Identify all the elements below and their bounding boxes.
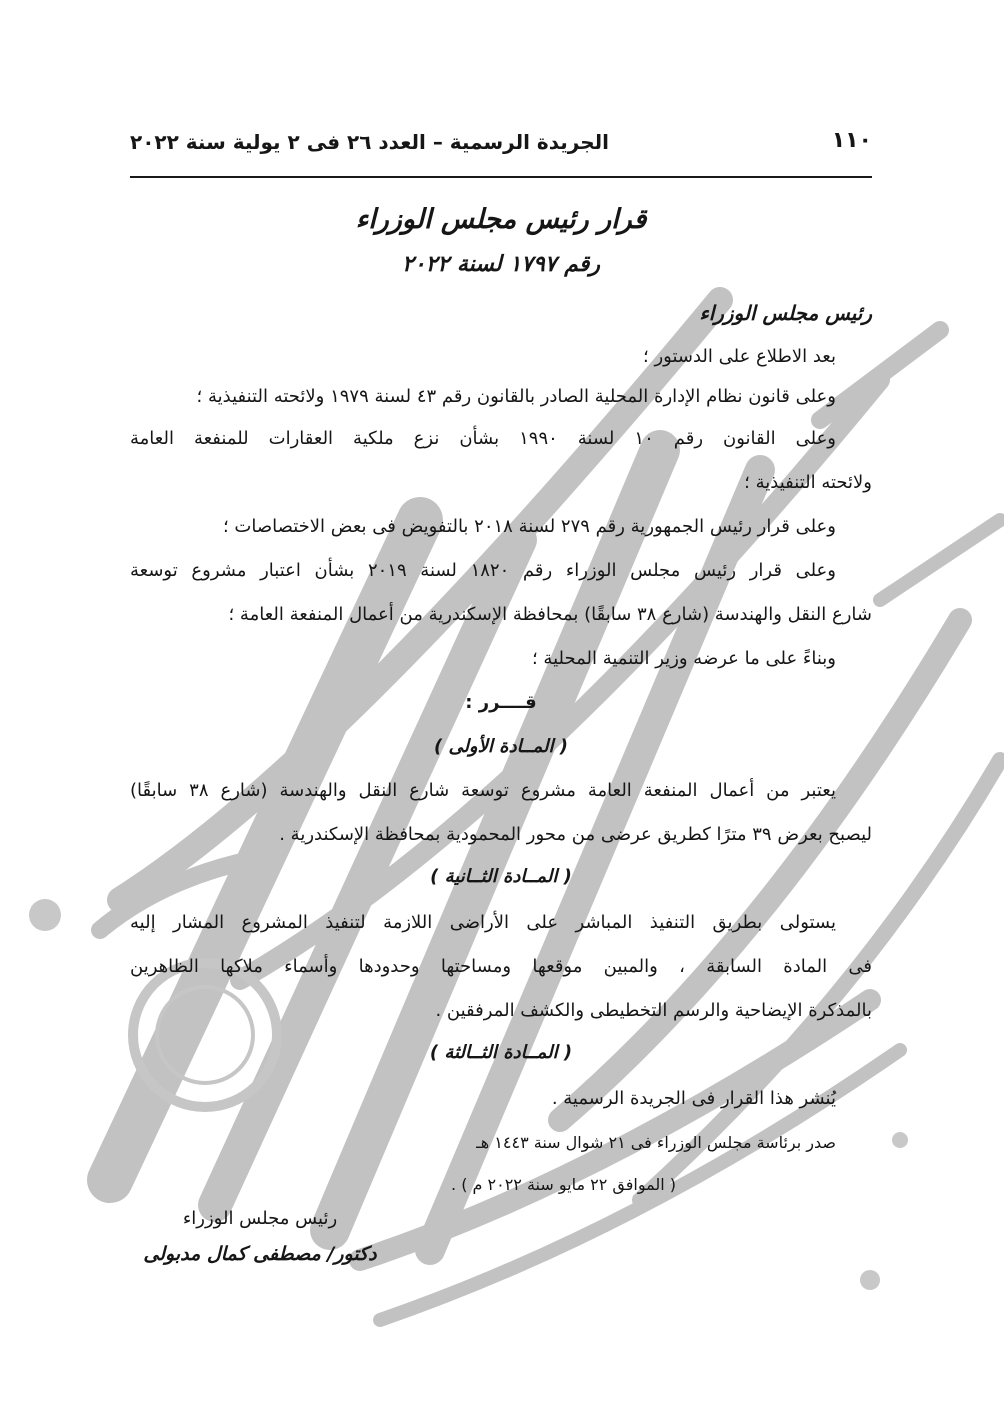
article-heading: ( المــادة الثــانية )	[430, 866, 572, 887]
issuer-heading: رئيس مجلس الوزراء	[699, 301, 872, 325]
article-text: يعتبر من أعمال المنفعة العامة مشروع توسعة شارع النقل والهندسة (شارع ٣٨ سابقًا)	[130, 780, 836, 801]
article-text: يستولى بطريق التنفيذ المباشر على الأراضى اللازمة لتنفيذ المشروع المشار إليه	[130, 912, 836, 933]
gazette-header: الجريدة الرسمية – العدد ٢٦ فى ٢ يولية سنة ٢٠٢٢	[130, 130, 610, 154]
issued-date-line: ( الموافق ٢٢ مايو سنة ٢٠٢٢ م ) .	[451, 1175, 676, 1194]
article-heading: ( المــادة الثــالثة )	[429, 1042, 573, 1063]
decided-heading: قــــرر :	[465, 692, 537, 713]
header-divider	[130, 176, 872, 178]
article-heading: ( المــادة الأولى )	[433, 736, 569, 757]
signature-block	[130, 1208, 390, 1265]
signature-title: رئيس مجلس الوزراء	[182, 1208, 338, 1229]
preamble-line: ولائحته التنفيذية ؛	[744, 472, 872, 493]
article-text: يُنشر هذا القرار فى الجريدة الرسمية .	[551, 1088, 836, 1109]
preamble-line: وبناءً على ما عرضه وزير التنمية المحلية ؛	[531, 648, 836, 669]
decree-number: رقم ١٧٩٧ لسنة ٢٠٢٢	[401, 252, 601, 277]
signature-name: دكتور/ مصطفى كمال مدبولى	[143, 1243, 377, 1265]
article-text: ليصبح بعرض ٣٩ مترًا كطريق عرضى من محور المحمودية بمحافظة الإسكندرية .	[279, 824, 872, 845]
preamble-line: شارع النقل والهندسة (شارع ٣٨ سابقًا) بمحافظة الإسكندرية من أعمال المنفعة العامة ؛	[228, 604, 872, 625]
page-number: ١١٠	[831, 128, 872, 153]
issued-date-line: صدر برئاسة مجلس الوزراء فى ٢١ شوال سنة ١٤٤٣ هـ	[476, 1133, 836, 1152]
decree-title: قرار رئيس مجلس الوزراء	[355, 204, 647, 235]
page-header	[130, 128, 872, 164]
article-text: فى المادة السابقة ، والمبين موقعها ومساحتها وحدودها وأسماء ملاكها الظاهرين	[130, 956, 872, 977]
preamble-line: وعلى القانون رقم ١٠ لسنة ١٩٩٠ بشأن نزع ملكية العقارات للمنفعة العامة	[130, 428, 837, 449]
preamble-line: وعلى قرار رئيس مجلس الوزراء رقم ١٨٢٠ لسنة ٢٠١٩ بشأن اعتبار مشروع توسعة	[130, 560, 836, 581]
preamble-line: وعلى قرار رئيس الجمهورية رقم ٢٧٩ لسنة ٢٠١٨ بالتفويض فى بعض الاختصاصات ؛	[222, 516, 836, 537]
article-text: بالمذكرة الإيضاحية والرسم التخطيطى والكشف المرفقين .	[435, 1000, 872, 1021]
preamble-line: بعد الاطلاع على الدستور ؛	[643, 346, 836, 367]
preamble-line: وعلى قانون نظام الإدارة المحلية الصادر بالقانون رقم ٤٣ لسنة ١٩٧٩ ولائحته التنفيذية ؛	[196, 386, 836, 407]
